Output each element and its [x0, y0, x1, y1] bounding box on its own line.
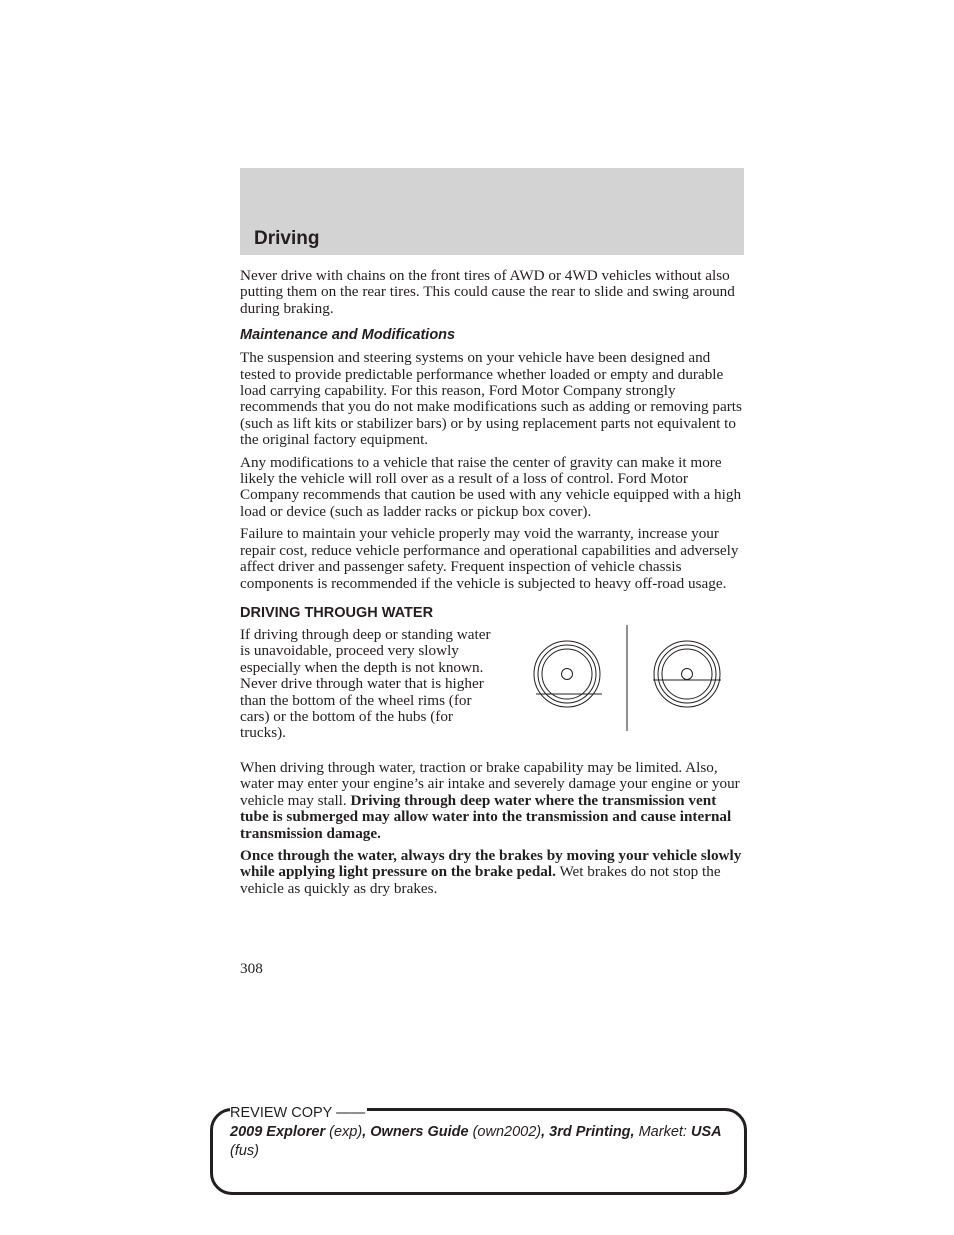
- review-copy-label: REVIEW COPY ——: [230, 1105, 366, 1121]
- car-wheel-icon: [534, 641, 602, 707]
- footer-market: USA: [690, 1124, 722, 1140]
- footer-market-label: Market:: [638, 1124, 687, 1140]
- section-title: Driving: [254, 228, 320, 249]
- water-heading: DRIVING THROUGH WATER: [240, 604, 434, 621]
- footer-guide: , Owners Guide: [362, 1124, 469, 1140]
- dry-brakes-warning: Once through the water, always dry the brakes by moving your vehicle slowly while applying light pressure on the brake pedal.: [240, 846, 742, 881]
- footer-printing: , 3rd Printing,: [541, 1124, 635, 1140]
- traction-text: When driving through water, traction or brake capability may be limited. Also, water may enter your engine’s air intake and severely damage your engine or your vehicle may stall.: [240, 758, 740, 809]
- page-content: [240, 268, 746, 903]
- modifications-paragraph: Any modifications to a vehicle that raise the center of gravity can make it more likely the vehicle will roll over as a result of a loss of control. Ford Motor Company recommends that caution be used with any vehicle equipped with a high load or device (such as ladder racks or pickup box cover).: [240, 453, 742, 520]
- water-depth-paragraph: If driving through deep or standing water is unavoidable, proceed very slowly especially when the depth is not known. Never drive through water that is higher than the bottom of the wheel rims (for cars) or the bottom of the hubs (for trucks).: [240, 625, 491, 742]
- suspension-paragraph: The suspension and steering systems on your vehicle have been designed and tested to provide predictable performance whether loaded or empty and durable load carrying capability. For this reason, Ford Motor Company strongly recommends that you do not make modifications such as adding or removing parts (such as lift kits or stabilizer bars) or by using replacement parts not equivalent to the original factory equipment.: [240, 349, 742, 449]
- wet-brakes-text: Wet brakes do not stop the vehicle as quickly as dry brakes.: [240, 863, 721, 897]
- water-figure-row: [240, 627, 746, 754]
- page-number: 308: [240, 960, 263, 977]
- failure-paragraph: Failure to maintain your vehicle properly may void the warranty, increase your repair cost, reduce vehicle performance and operational capabilities and adversely affect driver and passenger safety. Frequent inspection of vehicle chassis components is recommended if the vehicle is subjected to heavy off-road usage.: [240, 525, 739, 592]
- footer-model: 2009 Explorer: [230, 1124, 326, 1140]
- footer-market-code: (fus): [230, 1143, 259, 1159]
- footer-guide-code: (own2002): [472, 1124, 542, 1140]
- maintenance-heading: Maintenance and Modifications: [240, 327, 456, 344]
- section-header-band: [240, 168, 744, 255]
- truck-wheel-icon: [653, 641, 721, 707]
- wheel-water-depth-illustration: [522, 625, 742, 735]
- traction-paragraph: [240, 760, 746, 842]
- footer-model-code: (exp): [329, 1124, 363, 1140]
- footer-text: [230, 1105, 735, 1161]
- chains-paragraph: Never drive with chains on the front tires of AWD or 4WD vehicles without also putting them on the rear tires. This could cause the rear to slide and swing around during braking.: [240, 267, 735, 317]
- transmission-warning: Driving through deep water where the transmission vent tube is submerged may allow water into the transmission and cause internal transmission damage.: [240, 791, 732, 842]
- dry-brakes-paragraph: [240, 848, 746, 897]
